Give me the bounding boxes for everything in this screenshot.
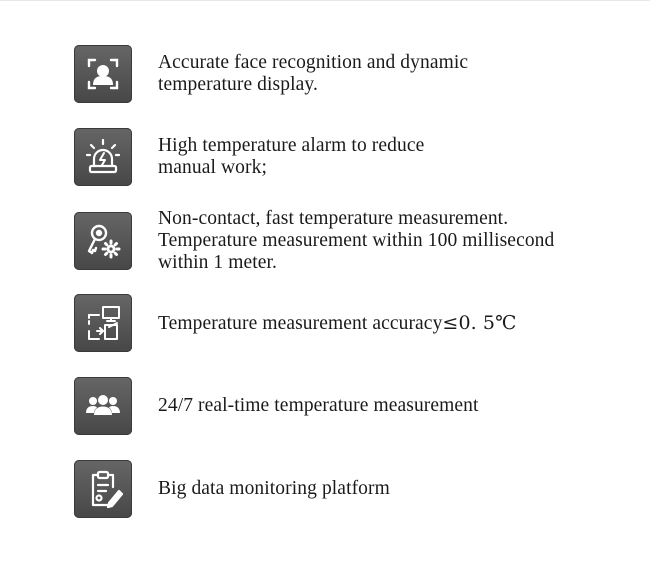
face-scan-icon (74, 45, 132, 103)
feature-line: 24/7 real-time temperature measurement (158, 395, 479, 416)
feature-line: temperature display. (158, 74, 318, 95)
feature-text (158, 395, 479, 417)
feature-non-contact (74, 210, 634, 272)
feature-realtime (74, 376, 634, 436)
feature-line: Temperature measurement within 100 millisecond (158, 230, 555, 251)
feature-text (158, 208, 554, 274)
feature-line: High temperature alarm to reduce (158, 135, 425, 156)
monitor-transfer-icon (74, 294, 132, 352)
feature-high-temp-alarm (74, 127, 634, 187)
feature-line: Big data monitoring platform (158, 478, 390, 499)
feature-line: Non-contact, fast temperature measurement. (158, 208, 509, 229)
feature-text (158, 135, 424, 179)
feature-line: manual work; (158, 157, 267, 178)
feature-line: within 1 meter. (158, 252, 278, 273)
feature-line: Temperature measurement accuracy (158, 312, 443, 334)
feature-text (158, 52, 468, 96)
feature-face-recognition (74, 44, 634, 104)
accuracy-value: ≤0. 5℃ (442, 311, 517, 334)
clipboard-pen-icon (74, 460, 132, 518)
top-divider (0, 0, 650, 1)
feature-text (158, 312, 516, 335)
feature-big-data (74, 459, 634, 519)
key-gear-icon (74, 212, 132, 270)
feature-accuracy (74, 293, 634, 353)
alarm-light-icon (74, 128, 132, 186)
feature-text (158, 478, 390, 500)
feature-line: Accurate face recognition and dynamic (158, 52, 469, 73)
people-group-icon (74, 377, 132, 435)
